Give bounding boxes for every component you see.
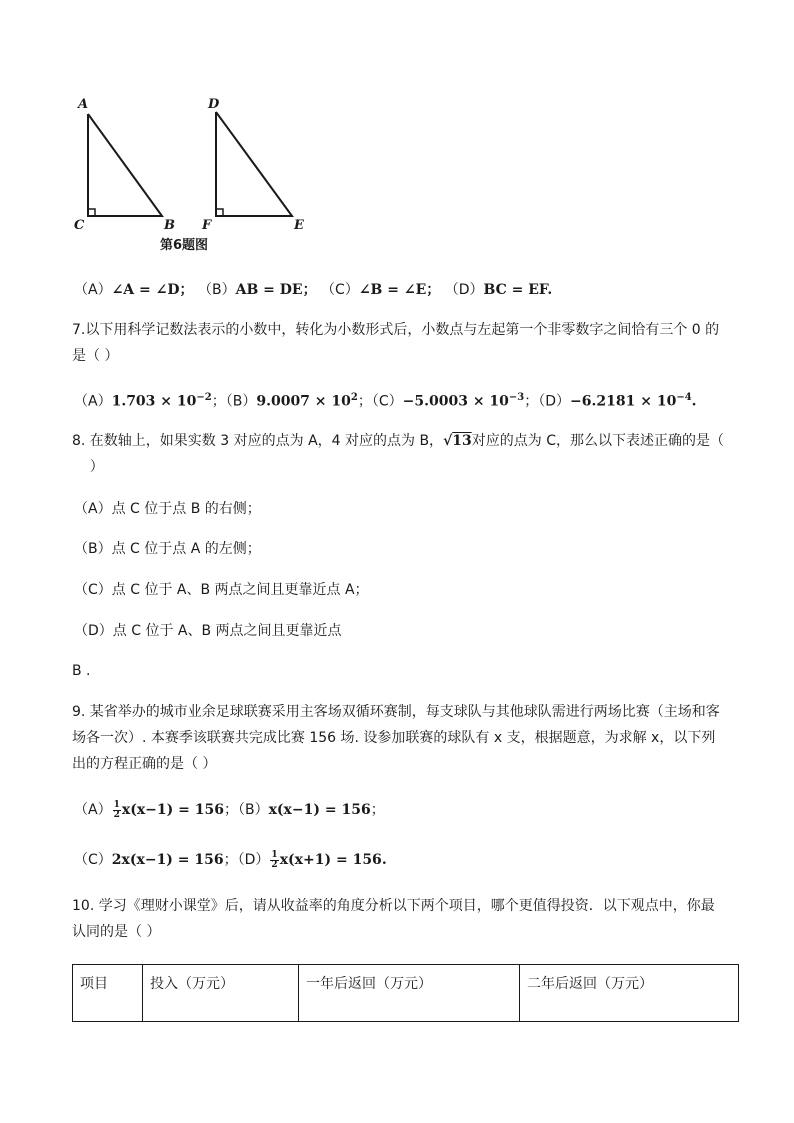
sqrt-sign: √ (443, 433, 453, 449)
table-header-cell: 二年后返回（万元） (520, 965, 739, 1022)
q9-option-d-fraction (270, 851, 278, 870)
q7-options-end: . (691, 393, 697, 410)
q7-option-b-exp: 2 (350, 392, 358, 403)
q8-sqrt (443, 433, 472, 449)
q9-row1-end: ； (370, 802, 385, 818)
q7-stem-line1: 7.以下用科学记数法表示的小数中，转化为小数形式后，小数点与左起第一个非零数字之间恰有三个 0 的 (72, 322, 720, 338)
figure-caption: 第6题图 (160, 238, 209, 253)
triangle-def (201, 97, 305, 233)
q9-option-a-label: （A） (74, 802, 112, 818)
q9-option-c-label: （C） (74, 852, 112, 868)
vertex-label-a: A (78, 97, 89, 112)
fraction-denominator: 2 (271, 859, 278, 870)
q7-option-b-base: 9.0007 × 10 (256, 393, 351, 410)
q8-stem-post: 对应的点为 C，那么以下表述正确的是（ (471, 433, 724, 449)
triangle-abc (74, 97, 175, 233)
q8-stem-pre: 8. 在数轴上，如果实数 3 对应的点为 A，4 对应的点为 B， (72, 433, 444, 449)
right-angle-mark-c (88, 209, 95, 216)
q7-option-c-label: ；（C） (357, 393, 403, 410)
q6-options (74, 280, 552, 300)
q6-option-c: ∠B = ∠E； (358, 282, 441, 298)
q6-option-b: AB = DE； (235, 282, 317, 298)
fraction-numerator: 1 (113, 799, 120, 810)
q9-options-row2 (74, 850, 387, 870)
q8-radicand: 13 (452, 433, 472, 449)
q9-option-b-expr: x(x−1) = 156 (268, 802, 371, 818)
vertex-label-d: D (208, 97, 220, 112)
q8-option-d-continued: B . (72, 663, 91, 679)
q9-options-row1 (74, 800, 385, 820)
q7-option-c-exp: −3 (508, 392, 525, 403)
q7-option-d-exp: −4 (676, 392, 692, 403)
q9-option-a-expr: x(x−1) = 156 (121, 802, 224, 818)
fraction-numerator: 1 (271, 849, 278, 860)
q7-option-a-base: 1.703 × 10 (111, 393, 197, 410)
q6-option-c-label: （C） (321, 282, 359, 298)
q9-stem-line1: 9. 某省举办的城市业余足球联赛采用主客场双循环赛制，每支球队与其他球队需进行两场比赛（主场和客 (72, 704, 720, 720)
q7-stem-line2: 是（ ） (72, 348, 119, 364)
table-header-cell: 一年后返回（万元） (299, 965, 520, 1022)
table-header-row (73, 965, 739, 1022)
q8-option-b: （B）点 C 位于点 A 的左侧； (74, 541, 261, 557)
q9-option-b-label: ；（B） (223, 802, 269, 818)
table-header-cell: 投入（万元） (143, 965, 299, 1022)
q9-option-c-expr: 2x(x−1) = 156 (111, 852, 224, 868)
q9-stem-line3: 出的方程正确的是（ ） (72, 756, 217, 772)
q7-option-c-base: −5.0003 × 10 (402, 393, 509, 410)
q10-stem-line2: 认同的是（ ） (72, 924, 161, 940)
q7-options (74, 388, 697, 412)
fraction-denominator: 2 (113, 809, 120, 820)
q9-stem-line2: 场各一次）. 本赛季该联赛共完成比赛 156 场. 设参加联赛的球队有 x 支，根据题意，为求解 x，以下列 (72, 730, 716, 746)
triangles-figure (60, 90, 330, 260)
q7-option-b-label: ；（B） (211, 393, 257, 410)
q6-option-a-label: （A） (74, 282, 112, 298)
q7-option-a-label: （A） (74, 393, 112, 410)
q8-stem-line2: ） (72, 459, 104, 475)
q7-option-d-base: −6.2181 × 10 (570, 393, 677, 410)
q10-stem-line1: 10. 学习《理财小课堂》后，请从收益率的角度分析以下两个项目，哪个更值得投资．以下观点中，你最 (72, 898, 715, 914)
q7-option-d-label: ；（D） (524, 393, 571, 410)
q6-option-a: ∠A = ∠D； (111, 282, 194, 298)
vertex-label-b: B (164, 218, 175, 233)
q7-option-a-exp: −2 (196, 392, 212, 403)
vertex-label-e: E (294, 218, 304, 233)
q9-option-d-expr: x(x+1) = 156 (279, 852, 382, 868)
investment-table (72, 964, 739, 1022)
q8-option-c: （C）点 C 位于 A、B 两点之间且更靠近点 A； (74, 582, 369, 598)
q8-stem-line1 (72, 431, 724, 451)
right-angle-mark-f (216, 209, 223, 216)
q8-option-d: （D）点 C 位于 A、B 两点之间且更靠近点 (74, 623, 342, 639)
q9-option-a-fraction (113, 801, 121, 820)
q6-option-b-label: （B） (197, 282, 236, 298)
q6-option-d: BC = EF. (483, 282, 553, 298)
q6-option-d-label: （D） (444, 282, 484, 298)
q8-option-a: （A）点 C 位于点 B 的右侧； (74, 501, 261, 517)
q9-row2-end: . (381, 852, 387, 868)
table-header-cell: 项目 (73, 965, 143, 1022)
vertex-label-c: C (74, 218, 85, 233)
q9-option-d-label: ；（D） (223, 852, 270, 868)
vertex-label-f: F (202, 218, 212, 233)
